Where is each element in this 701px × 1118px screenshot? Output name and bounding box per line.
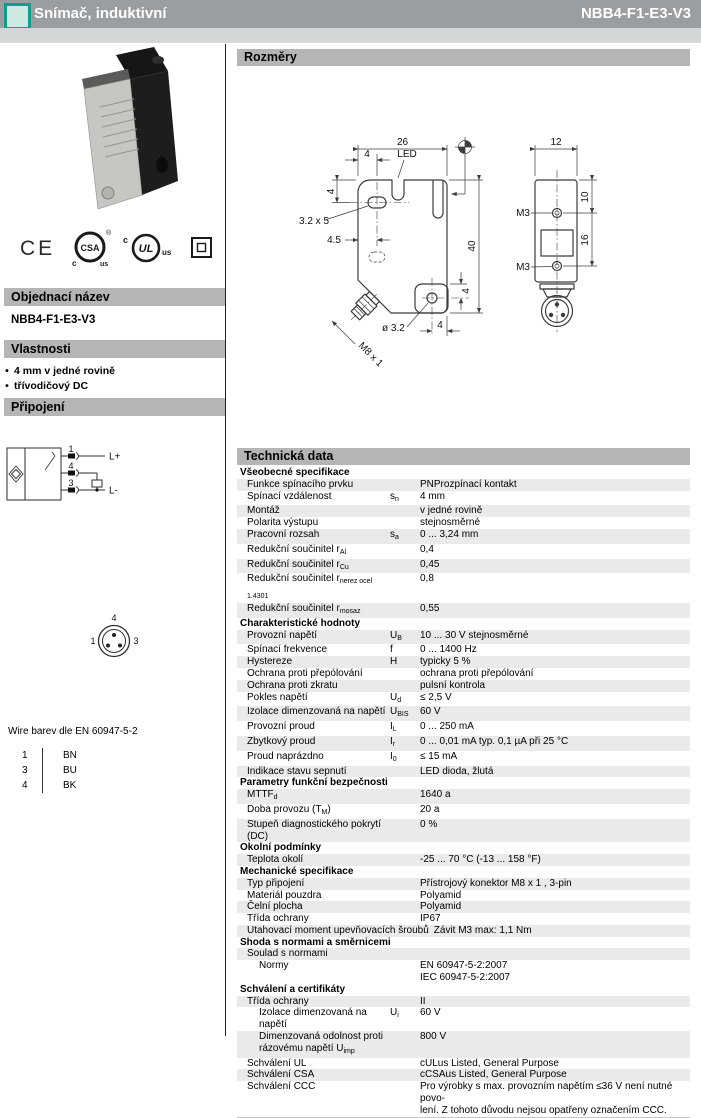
- wire-color: BU: [63, 765, 77, 776]
- row-label: Typ připojení: [247, 877, 305, 889]
- table-section-header: Mechanické specifikace: [240, 865, 354, 877]
- pinout-left-label: 1: [90, 636, 96, 646]
- row-label: Normy: [259, 960, 289, 972]
- dim-depth: 12: [550, 137, 562, 148]
- table-section-header: Všeobecné specifikace: [240, 467, 350, 478]
- row-symbol: [390, 517, 420, 529]
- table-row: [237, 960, 690, 984]
- row-symbol: $U_B$: [390, 629, 402, 642]
- row-label: Indikace stavu sepnutí: [247, 765, 347, 777]
- row-label: Schválení CSA: [247, 1069, 315, 1081]
- row-symbol: [390, 948, 420, 960]
- row-symbol: [390, 804, 420, 819]
- table-row: [237, 491, 690, 506]
- table-row: [237, 692, 690, 707]
- ul-logo: [123, 235, 172, 261]
- dim-45: 4.5: [327, 235, 341, 246]
- wire-color-table: [8, 748, 77, 793]
- tech-table: [237, 467, 690, 1118]
- table-row: [237, 529, 690, 544]
- row-label: Zbytkový proud: [247, 735, 316, 747]
- table-row: [237, 996, 690, 1008]
- svg-text:c: c: [122, 235, 128, 245]
- table-row: [237, 1031, 690, 1058]
- table-row: [237, 948, 690, 960]
- row-value: 0,55: [420, 602, 440, 614]
- row-symbol: [390, 505, 420, 517]
- row-value: Závit M3 max: 1,1 Nm: [433, 924, 532, 936]
- row-value: stejnosměrné: [420, 517, 481, 529]
- row-label: Stupeň diagnostického pokrytí (DC): [247, 818, 381, 842]
- row-value: Polyamid: [420, 901, 462, 913]
- row-label: Spínací vzdálenost: [247, 490, 332, 502]
- reference-target-icon: [455, 137, 475, 157]
- row-symbol: [390, 960, 420, 984]
- row-value: PNProzpínací kontakt: [420, 478, 517, 490]
- feature-item: • 4 mm v jedné rovině: [5, 365, 115, 377]
- photo-mount-hole: [102, 187, 114, 199]
- row-value: 0 ... 0,01 mA typ. 0,1 µA při 25 °C: [420, 735, 569, 747]
- row-value: 60 V: [420, 1007, 441, 1019]
- load-symbol: [92, 480, 102, 487]
- table-row: [237, 913, 690, 925]
- row-symbol: [390, 479, 420, 491]
- row-label: Proud naprázdno: [247, 750, 324, 762]
- table-row: [237, 668, 690, 680]
- row-symbol: [390, 573, 420, 603]
- feature-item: • třívodičový DC: [5, 380, 89, 392]
- row-symbol: [390, 901, 420, 913]
- dim-height: 40: [467, 240, 478, 252]
- section-features: Vlastnosti: [4, 340, 225, 358]
- table-row: [237, 878, 690, 890]
- row-value: 0 ... 250 mA: [420, 721, 474, 733]
- row-value: 0 %: [420, 818, 438, 830]
- wire-pin: 1: [22, 750, 28, 761]
- table-row: [237, 573, 690, 603]
- ce-mark: CE: [20, 237, 56, 260]
- table-row: [237, 789, 690, 804]
- table-section-header: Schválení a certifikáty: [240, 983, 346, 995]
- row-symbol: [390, 603, 420, 618]
- row-value: Polyamid: [420, 889, 462, 901]
- row-value: EN 60947-5-2:2007 IEC 60947-5-2:2007: [420, 960, 511, 984]
- cert-logos: [0, 225, 225, 271]
- row-symbol: [390, 996, 420, 1008]
- row-symbol: [390, 819, 420, 843]
- row-label: Pokles napětí: [247, 691, 308, 703]
- row-symbol: [390, 878, 420, 890]
- svg-text:CSA: CSA: [80, 243, 100, 253]
- row-value: 0,4: [420, 543, 434, 555]
- dim-thread: M8 x 1: [355, 340, 385, 370]
- table-section-header: Okolní podmínky: [240, 842, 322, 854]
- row-symbol: $I_r$: [390, 735, 396, 748]
- row-value: pulsní kontrola: [420, 679, 486, 691]
- row-label: Ochrana proti přepólování: [247, 667, 363, 679]
- row-symbol: [390, 680, 420, 692]
- row-label: Montáž: [247, 505, 280, 517]
- table-row: [237, 901, 690, 913]
- table-row: [237, 890, 690, 902]
- row-value: 0,8: [420, 573, 434, 585]
- section-connection: Připojení: [4, 398, 225, 416]
- section-dimensions: Rozměry: [237, 49, 690, 66]
- section-technical-data: Technická data: [237, 448, 690, 465]
- row-label: Redukční součinitel $r_{Cu}$: [247, 558, 349, 571]
- table-row: [237, 1081, 690, 1116]
- wire-pin-column: [8, 748, 42, 793]
- row-label: Hystereze: [247, 656, 293, 668]
- wire-pin: 3: [22, 765, 28, 776]
- row-symbol: [390, 890, 420, 902]
- row-label: Redukční součinitel $r_{Al}$: [247, 543, 347, 556]
- pinout-top-label: 4: [111, 613, 117, 623]
- dim-m3-bottom: M3: [516, 262, 530, 273]
- dim-bottom4: 4: [437, 320, 443, 331]
- dim-16: 16: [580, 234, 591, 246]
- row-value: v jedné rovině: [420, 505, 483, 517]
- wire-color: BK: [63, 780, 77, 791]
- row-symbol: [390, 559, 420, 574]
- table-row: [237, 517, 690, 529]
- row-symbol: [390, 1081, 420, 1116]
- table-row: [237, 544, 690, 559]
- table-section-header: Charakteristické hodnoty: [240, 617, 361, 629]
- wire-pin3-label: 3: [68, 478, 74, 488]
- row-label: Dimenzovaná odolnost proti rázovému napětí $U_{imp}$: [259, 1031, 383, 1055]
- table-row: [237, 751, 690, 766]
- row-label: Schválení UL: [247, 1057, 307, 1069]
- table-row: [237, 1058, 690, 1070]
- table-row: [237, 680, 690, 692]
- wire-pin4-label: 4: [68, 461, 74, 471]
- product-code: NBB4-F1-E3-V3: [580, 5, 691, 22]
- table-row: [237, 721, 690, 736]
- row-value: [420, 948, 690, 960]
- table-section-header: Parametry funkční bezpečnosti: [240, 777, 388, 789]
- table-row: [237, 479, 690, 491]
- row-label: Soulad s normami: [247, 948, 328, 960]
- row-symbol: [390, 1031, 420, 1058]
- row-label: Provozní proud: [247, 721, 315, 733]
- row-label: Utahovací moment upevňovacích šroubů: [247, 924, 429, 936]
- row-label: Polarita výstupu: [247, 517, 319, 529]
- table-row: [237, 559, 690, 574]
- row-value: typicky 5 %: [420, 656, 471, 668]
- row-symbol: $U_d$: [390, 691, 402, 704]
- lplus-label: L+: [109, 451, 121, 463]
- row-label: Izolace dimenzovaná na napětí: [247, 706, 386, 718]
- row-value: II: [420, 995, 426, 1007]
- row-label: Třída ochrany: [247, 913, 309, 925]
- connector-pinout: [84, 609, 146, 671]
- row-label: Redukční součinitel $r_{nerez ocel 1.4301}$: [247, 573, 373, 601]
- table-row: [237, 804, 690, 819]
- dim-slot: 3.2 x 5: [299, 216, 330, 227]
- pinout-right-label: 3: [133, 636, 139, 646]
- row-symbol: H: [390, 656, 398, 668]
- row-label: Třída ochrany: [247, 995, 309, 1007]
- row-label: $MTTF_d$: [247, 789, 278, 802]
- csa-logo: [72, 229, 112, 268]
- order-name-value: NBB4-F1-E3-V3: [11, 314, 96, 326]
- table-row: [237, 766, 690, 778]
- table-row: [237, 925, 690, 937]
- row-value: cCSAus Listed, General Purpose: [420, 1069, 567, 1081]
- table-row: [237, 656, 690, 668]
- row-value: -25 ... 70 °C (-13 ... 158 °F): [420, 854, 541, 866]
- table-row: [237, 644, 690, 656]
- table-row: [237, 736, 690, 751]
- row-value: ochrana proti přepólování: [420, 667, 534, 679]
- row-label: Teplota okolí: [247, 854, 304, 866]
- row-label: Redukční součinitel $r_{mosaz}$: [247, 602, 361, 615]
- table-row: [237, 819, 690, 843]
- row-value: 60 V: [420, 706, 441, 718]
- row-symbol: f: [390, 644, 393, 656]
- table-row: [237, 854, 690, 866]
- row-symbol: [390, 1058, 420, 1070]
- page-title: Snímač, induktivní: [34, 5, 167, 22]
- row-symbol: $U_i$: [390, 1007, 399, 1020]
- row-value: 20 a: [420, 803, 440, 815]
- title-bar: [0, 0, 701, 28]
- row-label: Doba provozu $(T_M)$: [247, 803, 331, 816]
- row-value: 800 V: [420, 1031, 447, 1043]
- wiring-diagram: [5, 442, 150, 517]
- svg-text:®: ®: [106, 230, 112, 237]
- table-row: [237, 630, 690, 645]
- row-label: Pracovní rozsah: [247, 528, 320, 540]
- row-value: IP67: [420, 913, 441, 925]
- svg-text:us: us: [162, 248, 172, 257]
- row-label: Schválení CCC: [247, 1081, 316, 1093]
- row-symbol: [390, 854, 420, 866]
- dimension-drawing: [237, 70, 692, 445]
- column-divider: [225, 44, 226, 1036]
- dim-10: 10: [580, 191, 591, 203]
- svg-text:us: us: [100, 261, 109, 268]
- row-symbol: [390, 1069, 420, 1081]
- product-photo: [50, 45, 210, 223]
- svg-text:UL: UL: [138, 243, 154, 255]
- row-symbol: $I_0$: [390, 750, 397, 763]
- row-symbol: [390, 668, 420, 680]
- wire-pin: 4: [22, 780, 28, 791]
- wire-color-column: [42, 748, 77, 793]
- row-label: Spínací frekvence: [247, 644, 328, 656]
- row-value: ≤ 2,5 V: [420, 691, 452, 703]
- protection-class-2-icon: [192, 238, 211, 257]
- dim-top4: 4: [364, 149, 370, 160]
- lminus-label: L-: [109, 485, 118, 497]
- row-value: ≤ 15 mA: [420, 750, 458, 762]
- bottom-plate: [415, 284, 448, 313]
- row-symbol: $s_n$: [390, 490, 399, 503]
- header-substrip: [0, 28, 701, 43]
- dim-right4: 4: [461, 288, 472, 294]
- row-value: 0,45: [420, 558, 440, 570]
- row-value: Pro výrobky s max. provozním napětím ≤36 V není nutné povo- lení. Z tohoto důvodu nejsou opatřeny označením CCC.: [420, 1081, 673, 1116]
- row-value: cULus Listed, General Purpose: [420, 1057, 559, 1069]
- row-label: Provozní napětí: [247, 629, 318, 641]
- dim-led: LED: [397, 149, 417, 160]
- row-symbol: [390, 544, 420, 559]
- row-value: LED dioda, žlutá: [420, 765, 494, 777]
- wire-color: BN: [63, 750, 77, 761]
- row-value: 0 ... 3,24 mm: [420, 528, 479, 540]
- row-value: 0 ... 1400 Hz: [420, 644, 477, 656]
- row-value: 4 mm: [420, 490, 445, 502]
- row-symbol: [390, 913, 420, 925]
- row-label: Izolace dimenzovaná na napětí: [259, 1007, 367, 1031]
- row-value: 1640 a: [420, 789, 451, 801]
- table-row: [237, 1069, 690, 1081]
- wire-color-note: Wire barev dle EN 60947-5-2: [8, 726, 138, 737]
- wire-pin1-label: 1: [68, 444, 74, 454]
- row-symbol: $U_{BIS}$: [390, 706, 409, 719]
- dim-hole: ø 3.2: [382, 323, 405, 334]
- svg-text:c: c: [72, 259, 77, 268]
- section-order-name: Objednací název: [4, 288, 225, 306]
- row-label: Ochrana proti zkratu: [247, 679, 338, 691]
- m8-connector: [345, 288, 382, 325]
- row-label: Funkce spínacího prvku: [247, 478, 354, 490]
- row-symbol: [390, 766, 420, 778]
- row-symbol: [390, 789, 420, 804]
- table-row: [237, 505, 690, 517]
- row-label: Čelní plocha: [247, 901, 303, 913]
- row-value: 10 ... 30 V stejnosměrné: [420, 629, 529, 641]
- row-symbol: $I_L$: [390, 721, 397, 734]
- dim-width: 26: [396, 137, 409, 148]
- row-symbol: $s_a$: [390, 528, 399, 541]
- features-list: [0, 364, 220, 394]
- hidden-slot: [369, 252, 385, 262]
- table-section-header: Shoda s normami a směrnicemi: [240, 936, 391, 948]
- brand-icon: [4, 3, 31, 30]
- table-row: [237, 603, 690, 618]
- row-value: Přístrojový konektor M8 x 1 , 3-pin: [420, 877, 572, 889]
- table-row: [237, 706, 690, 721]
- row-label: Materiál pouzdra: [247, 889, 322, 901]
- table-row: [237, 1007, 690, 1031]
- dim-m3-top: M3: [516, 208, 530, 219]
- dim-left4: 4: [326, 188, 337, 195]
